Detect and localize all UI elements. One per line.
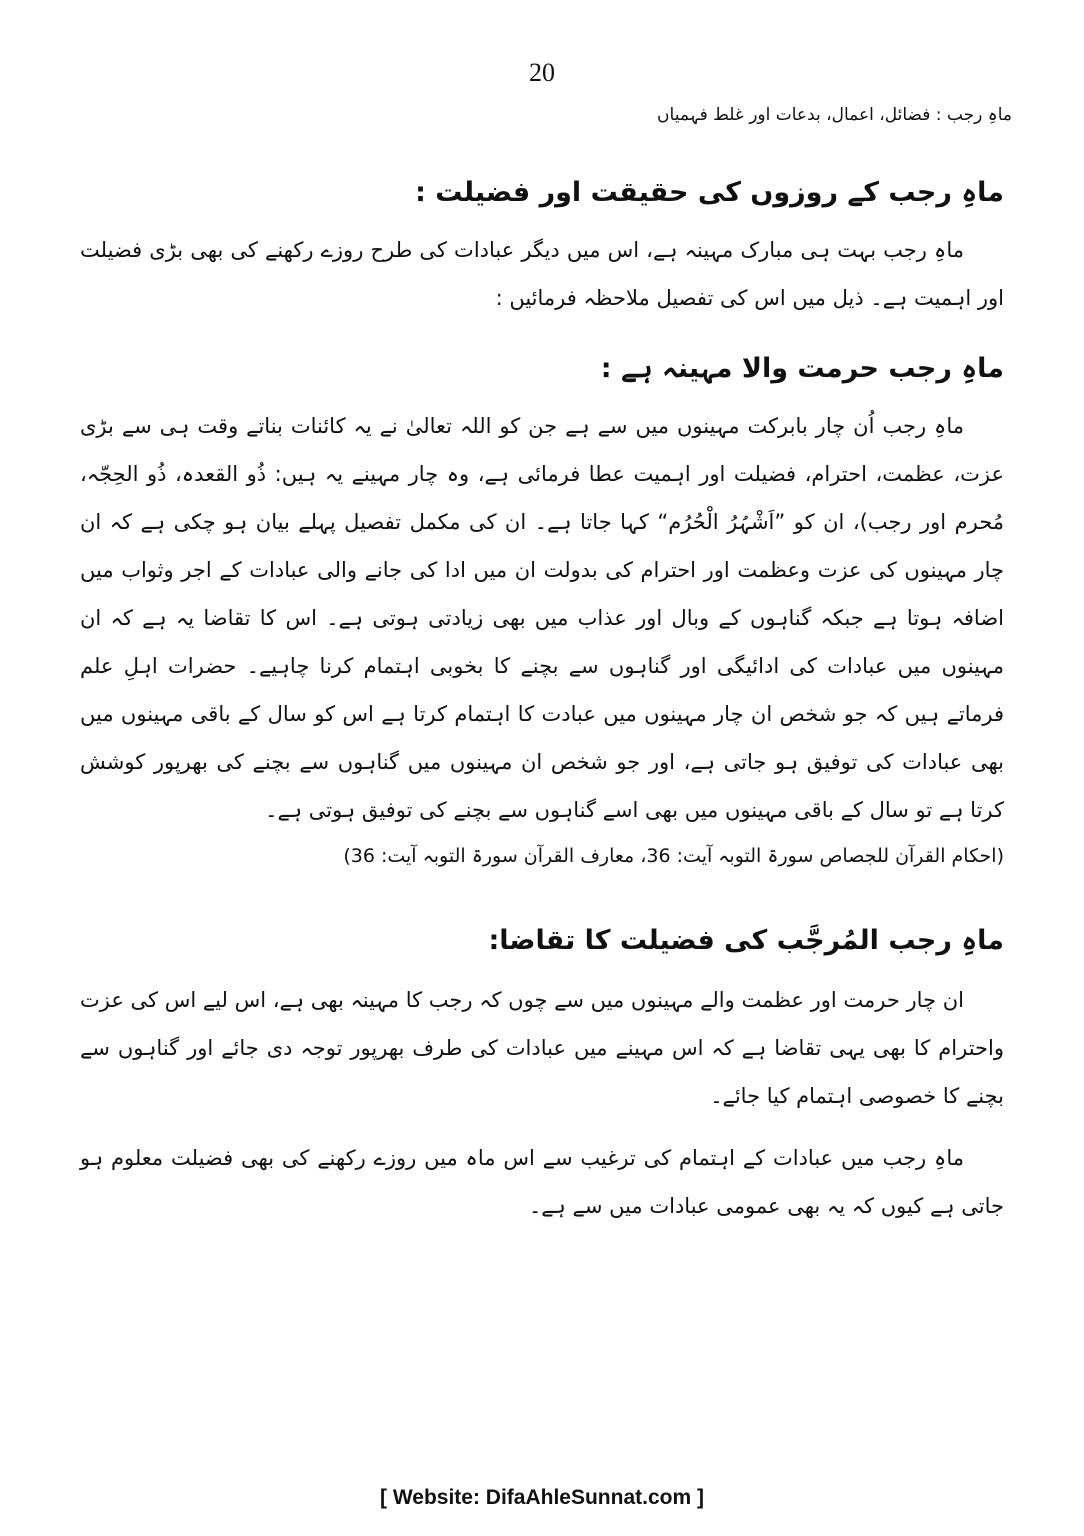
page-number: 20 [529,58,555,87]
running-header: ماہِ رجب : فضائل، اعمال، بدعات اور غلط فہمیاں [657,105,1012,125]
reference-citation: (احکام القرآن للجصاص سورۃ التوبہ آیت: 36، معارف القرآن سورۃ التوبہ آیت: 36) [343,845,1004,867]
section-heading: ماہِ رجب المُرجَّب کی فضیلت کا تقاضا: [488,925,1004,956]
website-footer: [ Website: DifaAhleSunnat.com ] [380,1486,704,1509]
page-body [80,168,1004,1230]
section-heading: ماہِ رجب حرمت والا مہینہ ہے : [600,353,1004,384]
paragraph: ماہِ رجب اُن چار بابرکت مہینوں میں سے ہے جن کو اللہ تعالیٰ نے یہ کائنات بناتے وقت ہی سے بڑی عزت، عظمت، احترام، فضیلت اور اہمیت عطا فرمائی ہے، وہ چار مہینے یہ ہیں: ذُو القعدہ، ذُو الحِجّہ، مُحرم اور رجب)، ان کو ”اَشْہُرُ الْحُرُم“ کہا جاتا ہے۔ ان کی مکمل تفصیل پہلے بیان ہو چکی ہے کہ ان چار مہینوں کی عزت وعظمت اور احترام کی بدولت ان میں ادا کی جانے والی عبادات کے اجر وثواب میں اضافہ ہوتا ہے جبکہ گناہوں کے وبال اور عذاب میں بھی زیادتی ہوتی ہے۔ اس کا تقاضا یہ ہے کہ ان مہینوں میں عبادات کی ادائیگی اور گناہوں سے بچنے کا بخوبی اہتمام کرنا چاہیے۔ حضرات اہلِ علم فرماتے ہیں کہ جو شخص ان چار مہینوں میں عبادت کا اہتمام کرتا ہے اس کو سال کے باقی مہینوں میں بھی عبادات کی توفیق ہو جاتی ہے، اور جو شخص ان مہینوں میں گناہوں سے بچنے کی بھرپور کوشش کرتا ہے تو سال کے باقی مہینوں میں بھی اسے گناہوں سے بچنے کی توفیق ہوتی ہے۔ [80,414,1004,822]
paragraph: ماہِ رجب میں عبادات کے اہتمام کی ترغیب سے اس ماہ میں روزے رکھنے کی بھی فضیلت معلوم ہو جاتی ہے کیوں کہ یہ بھی عمومی عبادات میں سے ہے۔ [80,1146,1004,1218]
section-heading: ماہِ رجب کے روزوں کی حقیقت اور فضیلت : [415,177,1004,208]
paragraph: ان چار حرمت اور عظمت والے مہینوں میں سے چوں کہ رجب کا مہینہ بھی ہے، اس لیے اس کی عزت واحترام کا بھی یہی تقاضا ہے کہ اس مہینے میں عبادات کی طرف بھرپور توجہ دی جائے اور گناہوں سے بچنے کا خصوصی اہتمام کیا جائے۔ [79,988,1004,1108]
paragraph: ماہِ رجب بہت ہی مبارک مہینہ ہے، اس میں دیگر عبادات کی طرح روزے رکھنے کی بھی بڑی فضیلت اور اہمیت ہے۔ ذیل میں اس کی تفصیل ملاحظہ فرمائیں : [80,238,1004,310]
